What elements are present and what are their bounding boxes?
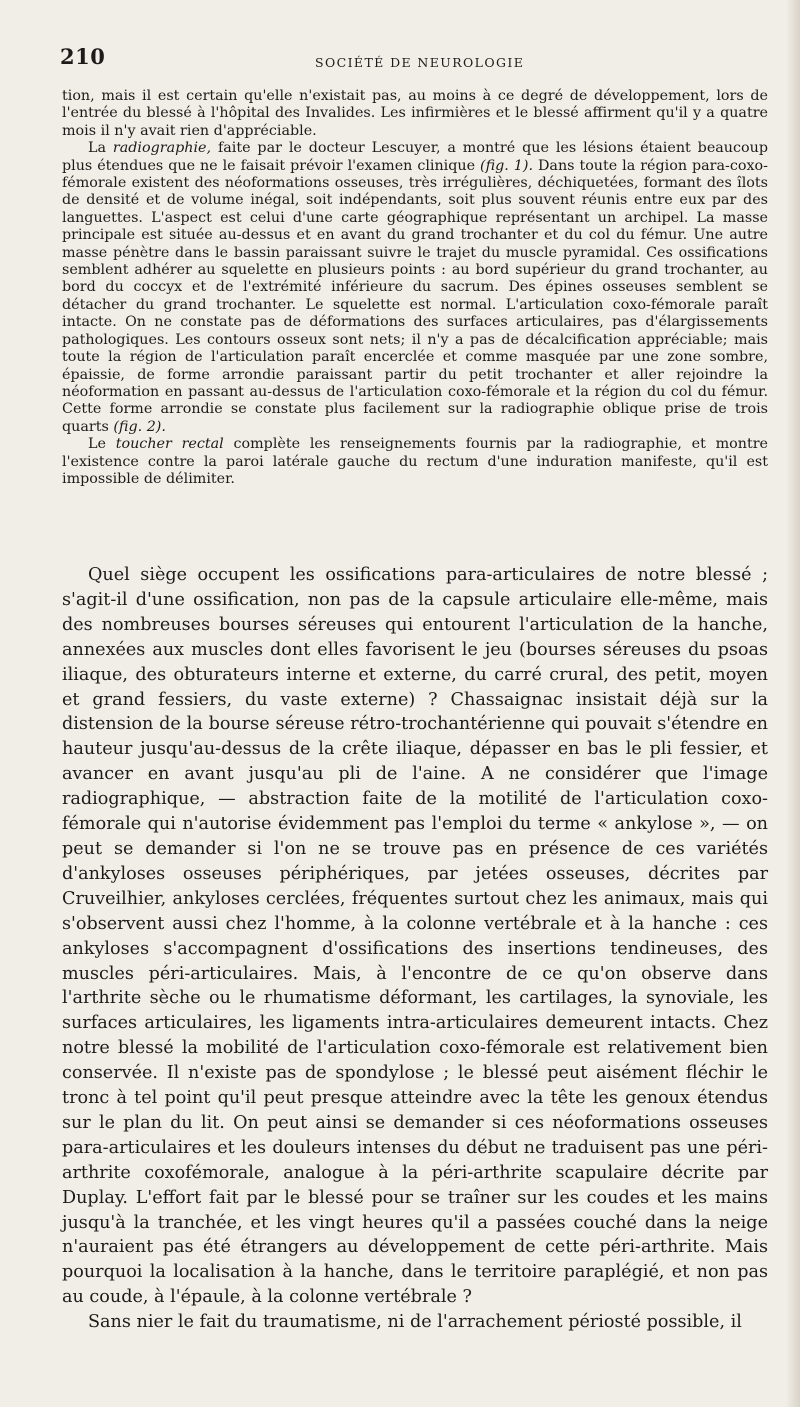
discussion-paragraph-1: Quel siège occupent les ossifications para-articulaires de notre blessé ; s'agit-il d'une ossification, non pas de la capsule articulaire elle-même, mais des nombreuses bourses séreuses qui entourent l'articulation de la hanche, annexées aux muscles dont elles favorisent le jeu (bourses séreuses du psoas iliaque, des obturateurs interne et externe, du carré crural, des petit, moyen et grand fessiers, du vaste externe) ? Chassaignac insistait déjà sur la distension de la bourse séreuse rétro-trochantérienne qui pouvait s'étendre en hauteur jusqu'au-dessus de la crête iliaque, dépasser en bas le pli fessier, et avancer en avant jusqu'au pli de l'aine. A ne considérer que l'image radiographique, — abstraction faite de la motilité de l'articulation coxo-fémorale qui n'autorise évidemment pas l'emploi du terme « ankylose », — on peut se demander si l'on ne se trouve pas en présence de ces variétés d'ankyloses osseuses périphériques, par jetées osseuses, décrites par Cruveilhier, ankyloses cerclées, fréquentes surtout chez les animaux, mais qui s'observent aussi chez l'homme, à la colonne vertébrale et à la hanche : ces ankyloses s'accompagnent d'ossifications des insertions tendineuses, des muscles péri-articulaires. Mais, à l'encontre de ce qu'on observe dans l'arthrite sèche ou le rhumatisme déformant, les cartilages, la synoviale, les surfaces articulaires, les ligaments intra-articulaires demeurent intacts. Chez notre blessé la mobilité de l'articulation coxo-fémorale est relativement bien conservée. Il n'existe pas de spondylose ; le blessé peut aisément fléchir le tronc à tel point qu'il peut presque atteindre avec la tête les genoux étendus sur le plan du lit. On peut ainsi se demander si ces néoformations osseuses para-articulaires et les douleurs intenses du début ne traduisent pas une péri-arthrite coxofémorale, analogue à la péri-arthrite scapulaire décrite par Duplay. L'effort fait par le blessé pour se traîner sur les coudes et les mains jusqu'à la tranchée, et les vingt heures qu'il a passées couché dans la neige n'auraient pas été étrangers au développement de cette péri-arthrite. Mais pourquoi la localisation à la hanche, dans le territoire paraplégié, et non pas au coude, à l'épaule, à la colonne vertébrale ?: [62, 565, 768, 1308]
radiography-paragraph: [62, 140, 768, 436]
emphasis-radiographie: radiographie,: [112, 140, 212, 157]
observation-paragraph-1: tion, mais il est certain qu'elle n'existait pas, au moins à ce degré de développement, lors de l'entrée du blessé à l'hôpital des Invalides. Les infirmières et le blessé affirment qu'il y a quatre mois il n'y avait rien d'appréciable.: [62, 88, 768, 139]
discussion-text: [62, 563, 768, 1335]
para-text: complète les renseignements fournis par la radiographie, et montre l'existence contre la paroi latérale gauche du rectum d'une induration manifeste, qu'il est impossible de délimiter.: [62, 436, 769, 487]
para-lead: La: [88, 140, 107, 157]
observation-text: [62, 88, 768, 488]
para-text: Dans toute la région para-coxo-fémorale existent des néoformations osseuses, très irrégulières, déchiquetées, formant des îlots de densité et de volume inégal, soit indépendants, soit plus souvent réunis entre eux par des languettes. L'aspect est celui d'une carte géographique représentant un archipel. La masse principale est située au-dessus et en avant du grand trochanter et du col du fémur. Une autre masse pénètre dans le bassin paraissant suivre le trajet du muscle pyramidal. Ces ossifications semblent adhérer au squelette en plusieurs points : au bord supérieur du grand trochanter, au bord du coccyx et de l'extrémité inférieure du sacrum. Des épines osseuses semblent se détacher du grand trochanter. Le squelette est normal. L'articulation coxo-fémorale paraît intacte. On ne constate pas de déformations des surfaces articulaires, pas d'élargissements pathologiques. Les contours osseux sont nets; il n'y a pas de décalcification appréciable; mais toute la région de l'articulation paraît encerclée et comme masquée par une zone sombre, épaissie, de forme arrondie paraissant partir du petit trochanter et aller rejoindre la néoformation en passant au-dessus de l'articulation coxo-fémorale et la région du col du fémur. Cette forme arrondie se constate plus facilement sur la radiographie oblique prise de trois quarts: [62, 157, 768, 435]
para-lead: Le: [88, 436, 106, 453]
figure-reference-2: (fig. 2).: [113, 418, 166, 435]
figure-reference-1: (fig. 1).: [480, 157, 534, 174]
scan-edge-shadow: [786, 0, 800, 1407]
running-head: SOCIÉTÉ DE NEUROLOGIE: [315, 55, 525, 70]
discussion-paragraph-2: Sans nier le fait du traumatisme, ni de l'arrachement périosté possible, il: [88, 1312, 742, 1333]
para-text: faite par le docteur Lescuyer, a montré que les lésions étaient beaucoup plus étendues que ne le faisait prévoir l'examen clinique: [62, 140, 768, 174]
page-number: 210: [60, 44, 106, 69]
emphasis-toucher-rectal: toucher rectal: [115, 436, 224, 453]
rectal-exam-paragraph: [62, 436, 768, 488]
